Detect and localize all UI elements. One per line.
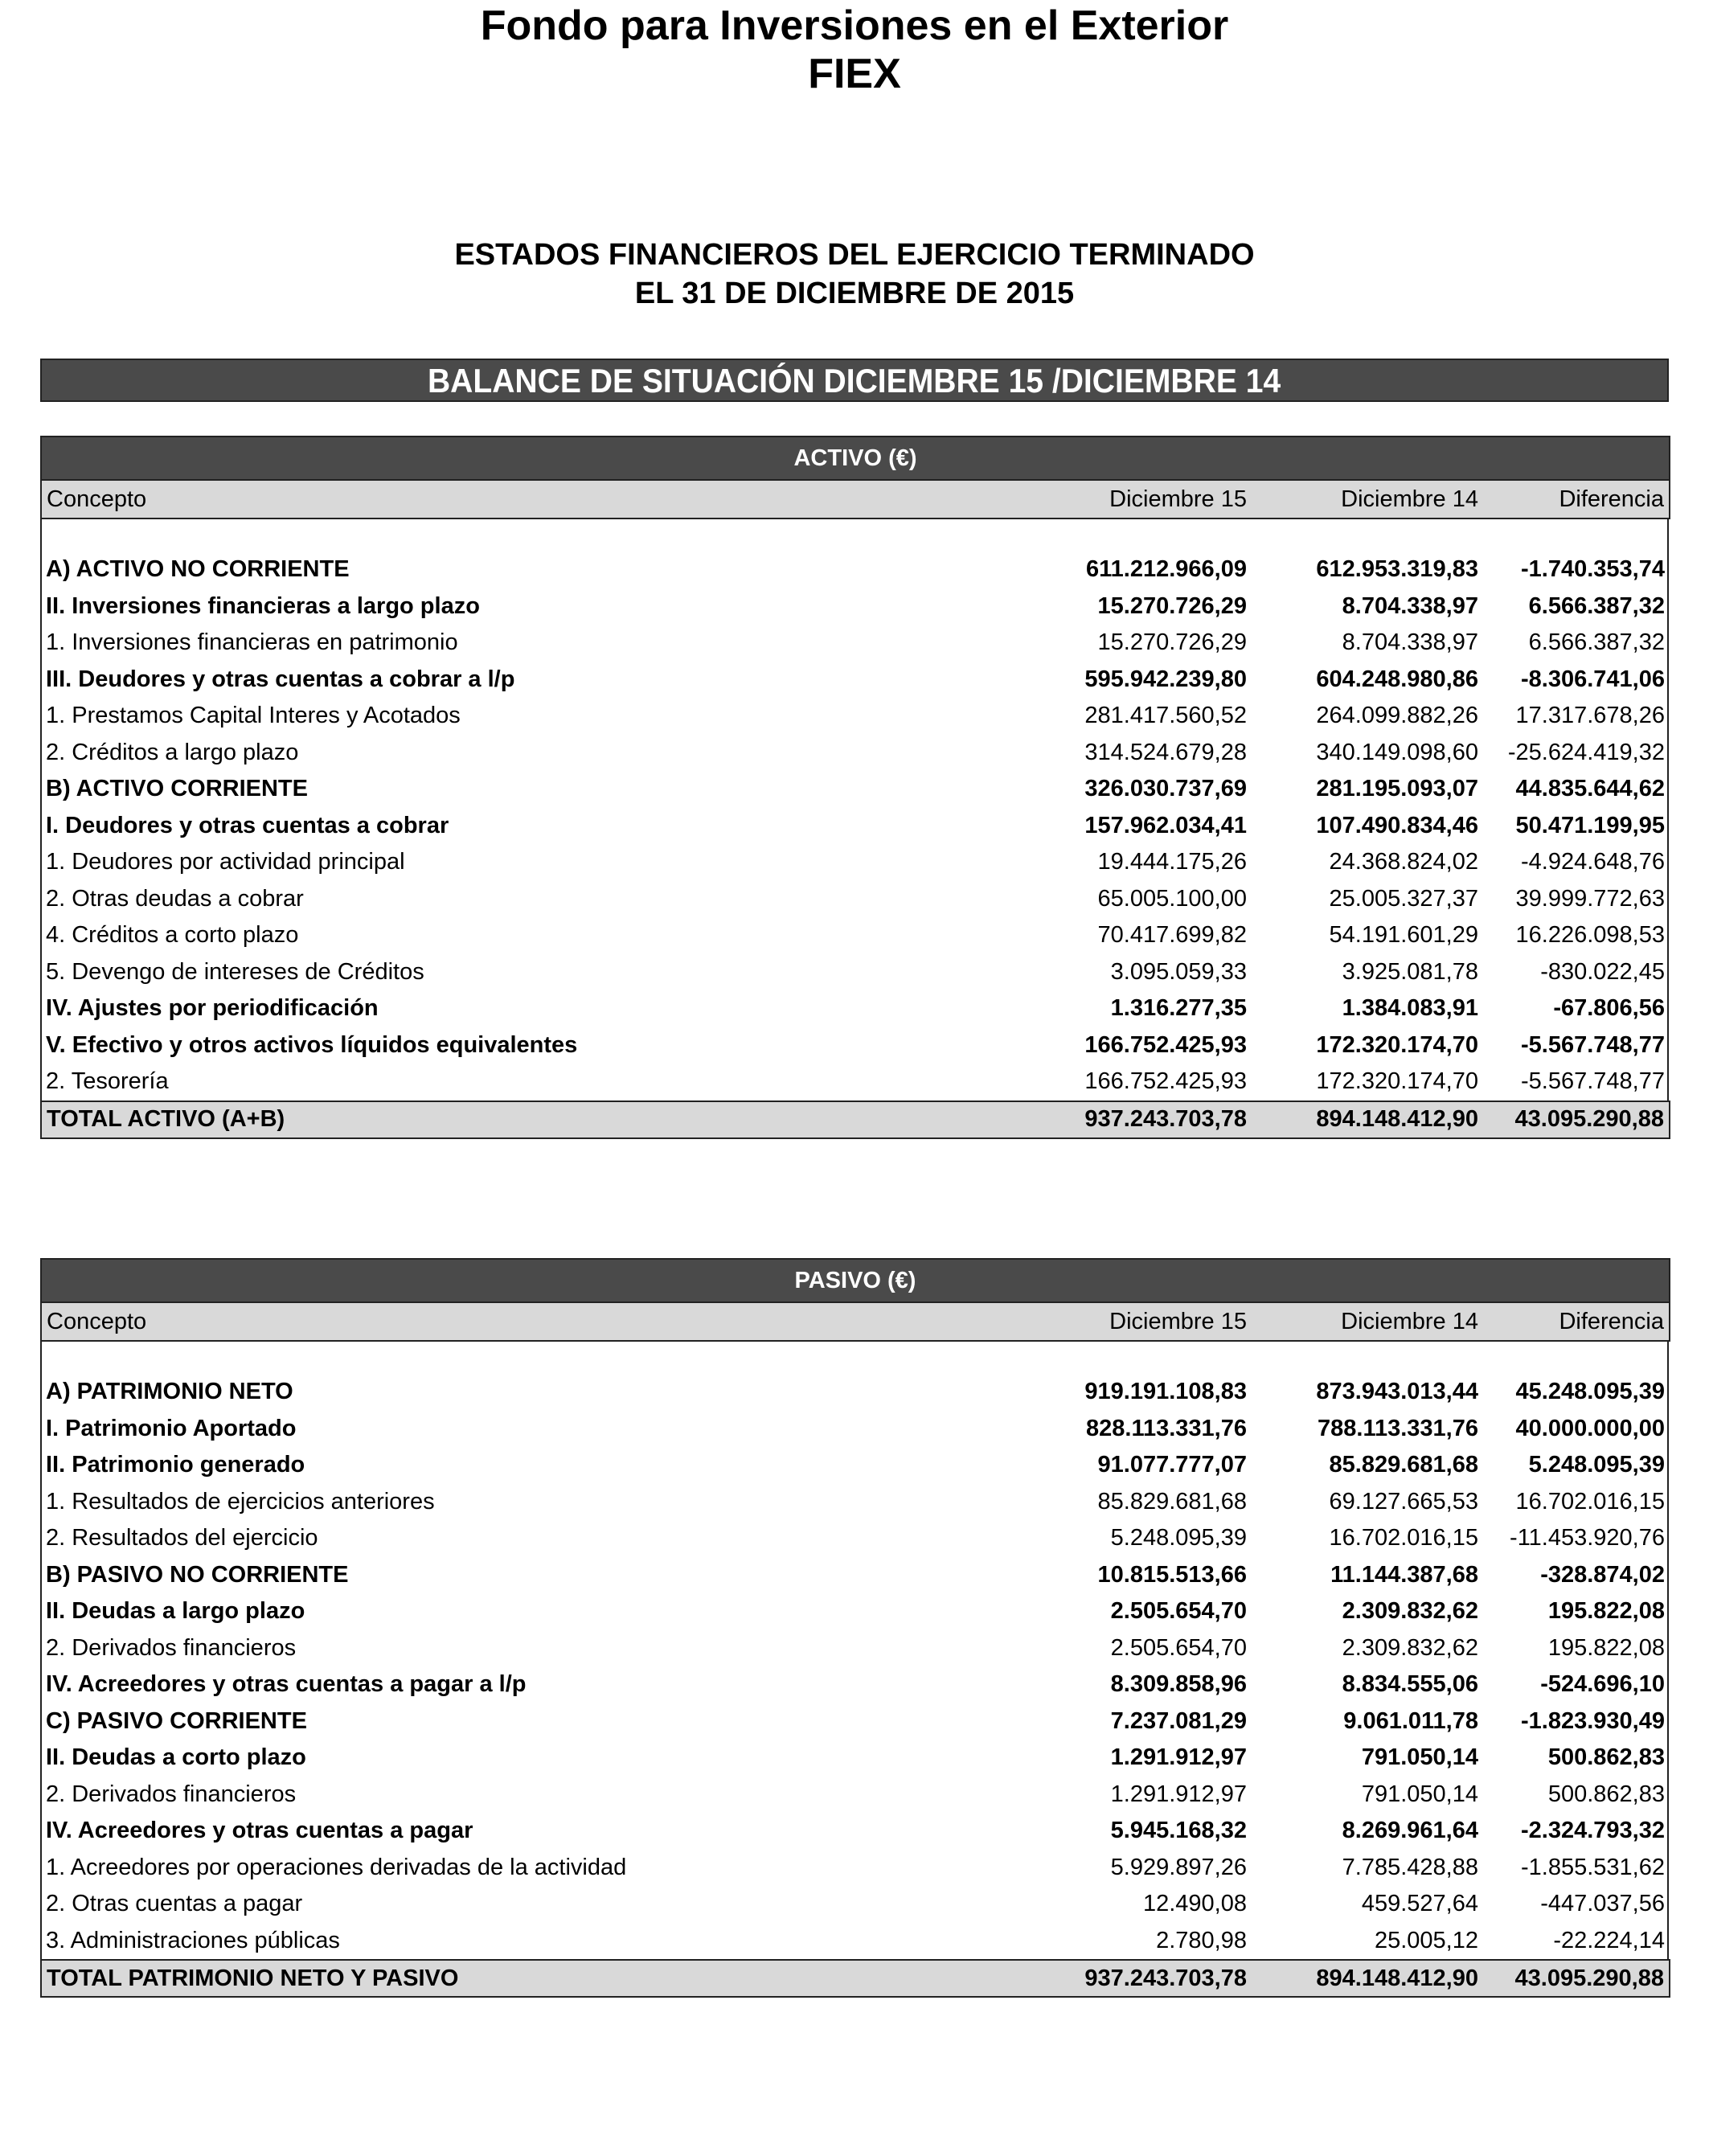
row-diciembre-15: 828.113.331,76 (1086, 1415, 1247, 1441)
row-diferencia: -25.624.419,32 (1507, 739, 1665, 765)
activo-total-row (41, 1101, 1670, 1138)
row-diciembre-15: 1.291.912,97 (1110, 1781, 1247, 1807)
row-diciembre-15: 281.417.560,52 (1084, 703, 1247, 729)
balance-banner (40, 359, 1669, 402)
total-diciembre-15: 937.243.703,78 (898, 1101, 1252, 1138)
row-concepto: 2. Tesorería (46, 1068, 169, 1095)
row-concepto: 2. Derivados financieros (46, 1781, 297, 1807)
activo-title: ACTIVO (€) (41, 437, 1670, 480)
row-diferencia: -5.567.748,77 (1521, 1068, 1665, 1095)
row-diferencia: 45.248.095,39 (1515, 1379, 1665, 1405)
row-concepto: 1. Acreedores por operaciones derivadas de la actividad (46, 1854, 627, 1880)
pasivo-table (40, 1258, 1670, 1998)
row-diciembre-15: 15.270.726,29 (1097, 629, 1247, 656)
row-diciembre-15: 91.077.777,07 (1097, 1452, 1247, 1478)
row-concepto: II. Patrimonio generado (46, 1452, 305, 1478)
activo-table (40, 436, 1670, 1139)
row-diciembre-14: 788.113.331,76 (1318, 1415, 1478, 1441)
column-header-diferencia: Diferencia (1483, 1302, 1670, 1341)
row-diciembre-15: 85.829.681,68 (1097, 1488, 1247, 1515)
row-diferencia: -1.823.930,49 (1521, 1707, 1665, 1734)
row-diciembre-14: 25.005,12 (1374, 1927, 1478, 1953)
pasivo-table-row (41, 1411, 1670, 1448)
row-concepto: 2. Otras cuentas a pagar (46, 1891, 303, 1917)
row-diciembre-15: 2.780,98 (1156, 1927, 1247, 1953)
balance-banner-text: BALANCE DE SITUACIÓN DICIEMBRE 15 /DICIEMBRE 14 (428, 362, 1281, 400)
row-diciembre-15: 166.752.425,93 (1084, 1031, 1247, 1058)
pasivo-table-row (41, 1923, 1670, 1961)
activo-title-row (41, 437, 1670, 480)
row-diciembre-15: 1.316.277,35 (1110, 995, 1247, 1022)
row-diferencia: -447.037,56 (1540, 1891, 1665, 1917)
row-concepto: II. Deudas a largo plazo (46, 1598, 305, 1625)
pasivo-table-row (41, 1557, 1670, 1594)
column-header-diciembre-15: Diciembre 15 (898, 1302, 1252, 1341)
row-concepto: 2. Créditos a largo plazo (46, 739, 299, 765)
row-concepto: I. Patrimonio Aportado (46, 1415, 297, 1441)
row-diciembre-14: 25.005.327,37 (1329, 885, 1478, 912)
row-diferencia: -22.224,14 (1553, 1927, 1665, 1953)
row-diferencia: -524.696,10 (1540, 1671, 1665, 1698)
row-concepto: A) PATRIMONIO NETO (46, 1379, 293, 1405)
row-diciembre-14: 54.191.601,29 (1329, 922, 1478, 949)
row-diciembre-15: 157.962.034,41 (1084, 812, 1247, 838)
row-diferencia: 500.862,83 (1547, 1744, 1665, 1771)
pasivo-table-row (41, 1593, 1670, 1630)
column-header-diciembre-14: Diciembre 14 (1252, 480, 1483, 519)
row-diciembre-15: 10.815.513,66 (1097, 1561, 1247, 1588)
document-title-acronym: FIEX (808, 51, 901, 97)
spacer-row (41, 1341, 1670, 1374)
row-diferencia: 16.226.098,53 (1515, 922, 1665, 949)
row-diciembre-15: 166.752.425,93 (1084, 1068, 1247, 1095)
row-diciembre-14: 459.527,64 (1361, 1891, 1478, 1917)
row-concepto: 2. Resultados del ejercicio (46, 1525, 318, 1551)
row-diferencia: 195.822,08 (1547, 1598, 1665, 1625)
row-diciembre-15: 595.942.239,80 (1084, 666, 1247, 692)
activo-table-row (41, 881, 1670, 918)
row-diciembre-15: 65.005.100,00 (1097, 885, 1247, 912)
row-concepto: III. Deudores y otras cuentas a cobrar a l/p (46, 666, 515, 692)
row-concepto: 1. Prestamos Capital Interes y Acotados (46, 703, 461, 729)
row-diciembre-14: 172.320.174,70 (1316, 1068, 1478, 1095)
total-diciembre-14: 894.148.412,90 (1252, 1101, 1483, 1138)
row-diciembre-14: 1.384.083,91 (1342, 995, 1478, 1022)
row-diciembre-14: 172.320.174,70 (1316, 1031, 1478, 1058)
row-diciembre-14: 8.704.338,97 (1342, 629, 1478, 656)
activo-table-row (41, 698, 1670, 735)
row-diciembre-14: 791.050,14 (1361, 1744, 1478, 1771)
row-diciembre-15: 1.291.912,97 (1110, 1744, 1247, 1771)
row-diciembre-15: 2.505.654,70 (1110, 1598, 1247, 1625)
row-diferencia: 6.566.387,32 (1528, 592, 1665, 619)
activo-table-row (41, 588, 1670, 625)
row-concepto: 2. Derivados financieros (46, 1634, 297, 1661)
row-concepto: 3. Administraciones públicas (46, 1927, 340, 1953)
pasivo-table-row (41, 1740, 1670, 1777)
row-diciembre-14: 8.269.961,64 (1342, 1818, 1478, 1844)
activo-table-row (41, 551, 1670, 588)
pasivo-table-row (41, 1813, 1670, 1850)
row-concepto: B) ACTIVO CORRIENTE (46, 776, 308, 802)
row-diciembre-15: 5.929.897,26 (1110, 1854, 1247, 1880)
row-diciembre-14: 9.061.011,78 (1343, 1707, 1478, 1734)
row-diciembre-14: 7.785.428,88 (1342, 1854, 1478, 1880)
row-diferencia: -830.022,45 (1540, 958, 1665, 985)
activo-table-row (41, 771, 1670, 808)
document-title: Fondo para Inversiones en el Exterior (480, 2, 1229, 49)
activo-table-row (41, 1027, 1670, 1064)
row-diciembre-14: 24.368.824,02 (1329, 849, 1478, 875)
activo-table-row (41, 954, 1670, 991)
row-diciembre-14: 8.704.338,97 (1342, 592, 1478, 619)
total-concepto: TOTAL PATRIMONIO NETO Y PASIVO (41, 1960, 898, 1997)
row-diciembre-14: 85.829.681,68 (1329, 1452, 1478, 1478)
row-diciembre-15: 611.212.966,09 (1086, 556, 1247, 583)
activo-table-row (41, 844, 1670, 881)
column-header-concepto: Concepto (41, 480, 898, 519)
activo-column-header-row (41, 480, 1670, 519)
column-header-diciembre-14: Diciembre 14 (1252, 1302, 1483, 1341)
row-diferencia: -1.855.531,62 (1521, 1854, 1665, 1880)
activo-table-row (41, 735, 1670, 772)
row-concepto: IV. Ajustes por periodificación (46, 995, 379, 1022)
row-diciembre-14: 791.050,14 (1361, 1781, 1478, 1807)
row-diferencia: -328.874,02 (1540, 1561, 1665, 1588)
pasivo-table-row (41, 1630, 1670, 1667)
row-diciembre-14: 8.834.555,06 (1342, 1671, 1478, 1698)
pasivo-table-row (41, 1484, 1670, 1521)
row-diciembre-15: 3.095.059,33 (1110, 958, 1247, 985)
pasivo-table-row (41, 1777, 1670, 1814)
row-diciembre-15: 12.490,08 (1142, 1891, 1247, 1917)
row-diciembre-14: 612.953.319,83 (1316, 556, 1478, 583)
row-concepto: A) ACTIVO NO CORRIENTE (46, 556, 350, 583)
document-subtitle-line2: EL 31 DE DICIEMBRE DE 2015 (634, 277, 1075, 310)
activo-table-body (41, 437, 1670, 1138)
row-diciembre-14: 264.099.882,26 (1316, 703, 1478, 729)
row-diciembre-14: 281.195.093,07 (1316, 776, 1478, 802)
row-diciembre-15: 919.191.108,83 (1084, 1379, 1247, 1405)
row-diciembre-15: 314.524.679,28 (1084, 739, 1247, 765)
activo-table-row (41, 808, 1670, 845)
row-concepto: IV. Acreedores y otras cuentas a pagar a l/p (46, 1671, 527, 1698)
row-concepto: 1. Deudores por actividad principal (46, 849, 405, 875)
row-concepto: B) PASIVO NO CORRIENTE (46, 1561, 349, 1588)
row-concepto: 1. Inversiones financieras en patrimonio (46, 629, 458, 656)
row-diciembre-14: 11.144.387,68 (1330, 1561, 1478, 1588)
pasivo-table-row (41, 1520, 1670, 1557)
total-diciembre-15: 937.243.703,78 (898, 1960, 1252, 1997)
row-diferencia: -1.740.353,74 (1521, 556, 1665, 583)
pasivo-title: PASIVO (€) (41, 1259, 1670, 1302)
spacer-row (41, 519, 1670, 551)
total-diciembre-14: 894.148.412,90 (1252, 1960, 1483, 1997)
row-diciembre-15: 5.248.095,39 (1110, 1525, 1247, 1551)
row-diferencia: -4.924.648,76 (1521, 849, 1665, 875)
row-diciembre-14: 873.943.013,44 (1316, 1379, 1478, 1405)
row-diciembre-15: 7.237.081,29 (1110, 1707, 1247, 1734)
row-diciembre-14: 16.702.016,15 (1329, 1525, 1478, 1551)
document-subtitle-line1: ESTADOS FINANCIEROS DEL EJERCICIO TERMINADO (454, 238, 1255, 272)
row-diciembre-14: 340.149.098,60 (1316, 739, 1478, 765)
pasivo-table-row (41, 1447, 1670, 1484)
pasivo-table-row (41, 1850, 1670, 1887)
row-concepto: IV. Acreedores y otras cuentas a pagar (46, 1818, 473, 1844)
row-diciembre-15: 8.309.858,96 (1110, 1671, 1247, 1698)
row-diferencia: 39.999.772,63 (1515, 885, 1665, 912)
row-concepto: C) PASIVO CORRIENTE (46, 1707, 307, 1734)
row-diferencia: 40.000.000,00 (1515, 1415, 1665, 1441)
row-concepto: 1. Resultados de ejercicios anteriores (46, 1488, 435, 1515)
row-diferencia: 17.317.678,26 (1515, 703, 1665, 729)
activo-table-row (41, 917, 1670, 954)
row-diferencia: -67.806,56 (1553, 995, 1665, 1022)
row-diferencia: -2.324.793,32 (1521, 1818, 1665, 1844)
row-diferencia: 6.566.387,32 (1528, 629, 1665, 656)
row-diciembre-14: 2.309.832,62 (1342, 1598, 1478, 1625)
row-concepto: 4. Créditos a corto plazo (46, 922, 299, 949)
row-diferencia: -11.453.920,76 (1510, 1525, 1665, 1551)
row-diciembre-15: 19.444.175,26 (1097, 849, 1247, 875)
pasivo-column-header-row (41, 1302, 1670, 1341)
total-diferencia: 43.095.290,88 (1483, 1101, 1670, 1138)
activo-table-row (41, 990, 1670, 1027)
row-diciembre-14: 2.309.832,62 (1342, 1634, 1478, 1661)
row-diciembre-15: 5.945.168,32 (1110, 1818, 1247, 1844)
row-diferencia: -5.567.748,77 (1521, 1031, 1665, 1058)
row-concepto: 5. Devengo de intereses de Créditos (46, 958, 424, 985)
pasivo-title-row (41, 1259, 1670, 1302)
row-diferencia: 44.835.644,62 (1515, 776, 1665, 802)
row-concepto: V. Efectivo y otros activos líquidos equivalentes (46, 1031, 578, 1058)
column-header-diferencia: Diferencia (1483, 480, 1670, 519)
row-diciembre-15: 70.417.699,82 (1097, 922, 1247, 949)
row-diciembre-15: 326.030.737,69 (1084, 776, 1247, 802)
pasivo-table-body (41, 1259, 1670, 1997)
row-diciembre-14: 69.127.665,53 (1329, 1488, 1478, 1515)
pasivo-total-row (41, 1960, 1670, 1997)
row-diciembre-15: 15.270.726,29 (1097, 592, 1247, 619)
column-header-diciembre-15: Diciembre 15 (898, 480, 1252, 519)
pasivo-table-row (41, 1703, 1670, 1740)
pasivo-table-row (41, 1374, 1670, 1411)
row-concepto: II. Inversiones financieras a largo plazo (46, 592, 480, 619)
row-diciembre-14: 107.490.834,46 (1316, 812, 1478, 838)
activo-table-row (41, 662, 1670, 699)
activo-table-row (41, 1064, 1670, 1101)
column-header-concepto: Concepto (41, 1302, 898, 1341)
row-diciembre-14: 3.925.081,78 (1342, 958, 1478, 985)
pasivo-table-row (41, 1886, 1670, 1923)
activo-table-row (41, 625, 1670, 662)
row-diciembre-14: 604.248.980,86 (1316, 666, 1478, 692)
row-diferencia: 50.471.199,95 (1515, 812, 1665, 838)
row-diferencia: 16.702.016,15 (1515, 1488, 1665, 1515)
row-diferencia: 5.248.095,39 (1528, 1452, 1665, 1478)
row-concepto: I. Deudores y otras cuentas a cobrar (46, 812, 449, 838)
pasivo-table-row (41, 1666, 1670, 1703)
row-diferencia: -8.306.741,06 (1521, 666, 1665, 692)
row-concepto: II. Deudas a corto plazo (46, 1744, 306, 1771)
row-diciembre-15: 2.505.654,70 (1110, 1634, 1247, 1661)
row-diferencia: 500.862,83 (1547, 1781, 1665, 1807)
total-concepto: TOTAL ACTIVO (A+B) (41, 1101, 898, 1138)
row-concepto: 2. Otras deudas a cobrar (46, 885, 304, 912)
total-diferencia: 43.095.290,88 (1483, 1960, 1670, 1997)
row-diferencia: 195.822,08 (1547, 1634, 1665, 1661)
